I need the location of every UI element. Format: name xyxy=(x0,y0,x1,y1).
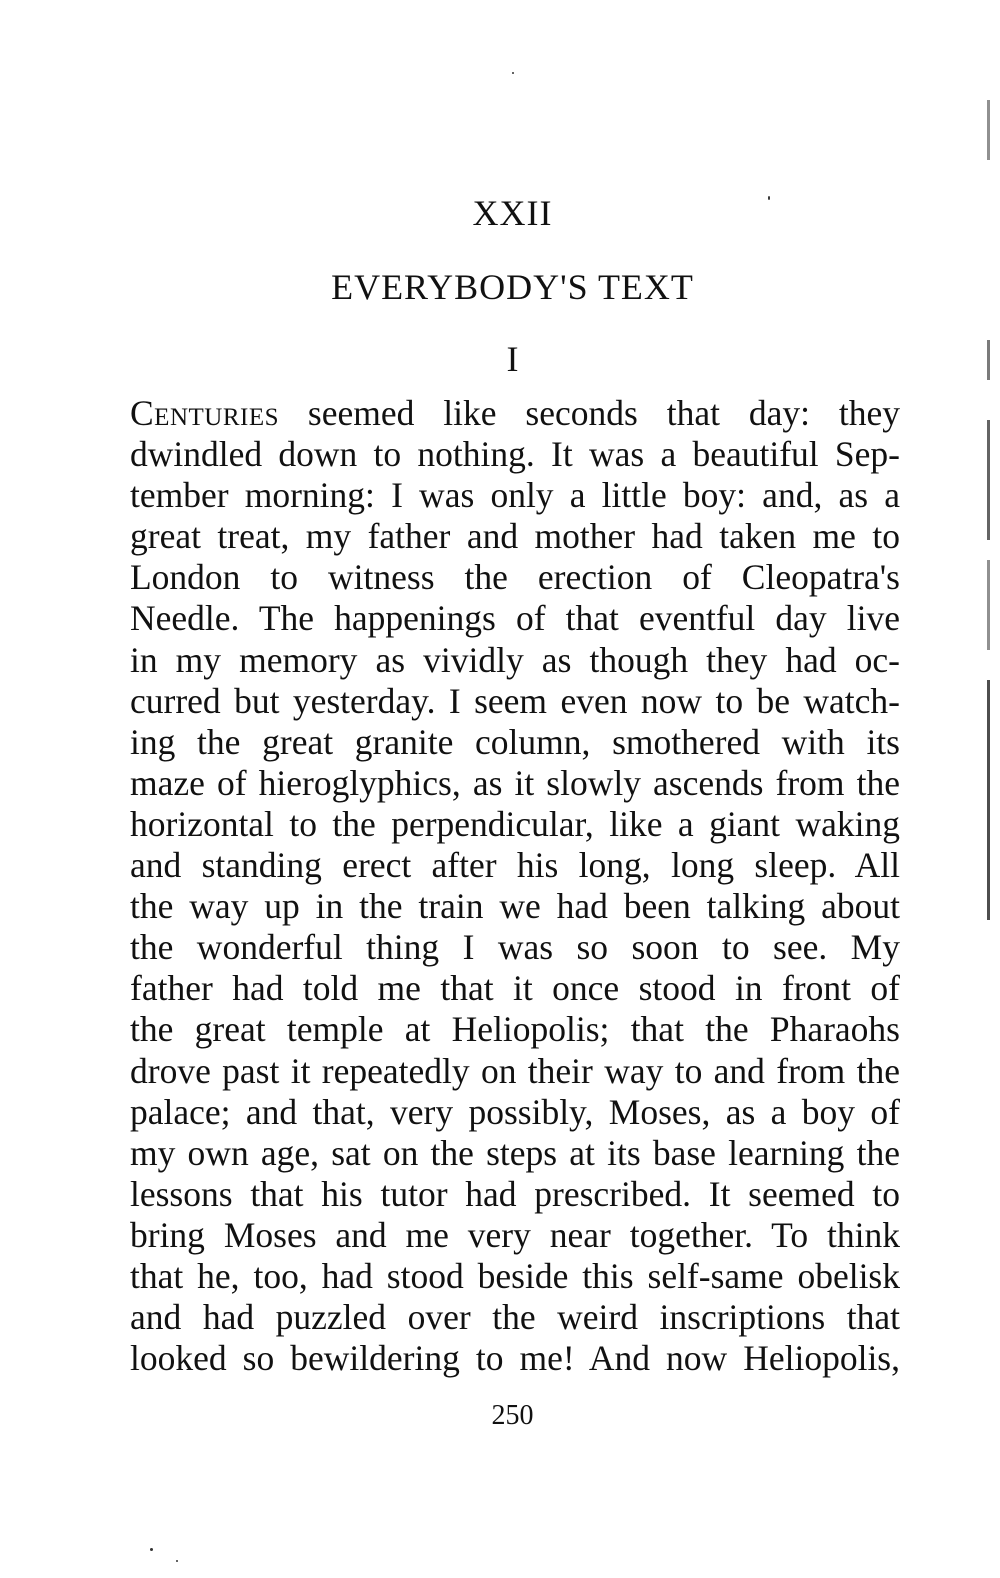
text-line: that he, too, had stood beside this self-same obelisk xyxy=(130,1255,900,1296)
text-line: the way up in the train we had been talking about xyxy=(130,886,900,927)
scan-edge-artifact xyxy=(980,80,994,960)
scan-speck xyxy=(768,196,770,200)
text-line: horizontal to the perpendicular, like a giant waking xyxy=(130,803,900,844)
text-line: curred but yesterday. I seem even now to be watch- xyxy=(130,680,900,721)
text-line: the great temple at Heliopolis; that the Pharaohs xyxy=(130,1009,900,1050)
scan-speck xyxy=(150,1548,153,1551)
text-line: ing the great granite column, smothered with its xyxy=(130,721,900,762)
text-line: bring Moses and me very near together. To think xyxy=(130,1214,900,1255)
text-line: dwindled down to nothing. It was a beautiful Sep- xyxy=(130,434,900,475)
scan-speck xyxy=(176,1560,178,1562)
chapter-title: EVERYBODY'S TEXT xyxy=(331,267,694,307)
text-line: looked so bewildering to me! And now Heliopolis, xyxy=(130,1338,900,1379)
text-line: Needle. The happenings of that eventful day live xyxy=(130,598,900,639)
opening-word: Centuries xyxy=(130,393,280,433)
text-line: great treat, my father and mother had taken me to xyxy=(130,516,900,557)
text-line: palace; and that, very possibly, Moses, as a boy of xyxy=(130,1091,900,1132)
scan-speck xyxy=(512,72,514,74)
text-line: drove past it repeatedly on their way to and from the xyxy=(130,1050,900,1091)
body-text xyxy=(130,393,900,1379)
text-line: father had told me that it once stood in front of xyxy=(130,968,900,1009)
text-line: and had puzzled over the weird inscriptions that xyxy=(130,1297,900,1338)
text-line: my own age, sat on the steps at its base learning the xyxy=(130,1132,900,1173)
text-line: and standing erect after his long, long sleep. All xyxy=(130,845,900,886)
text-line: lessons that his tutor had prescribed. It seemed to xyxy=(130,1173,900,1214)
text-line xyxy=(130,393,900,434)
text-line: tember morning: I was only a little boy: and, as a xyxy=(130,475,900,516)
text-line: maze of hieroglyphics, as it slowly ascends from the xyxy=(130,762,900,803)
page-number: 250 xyxy=(491,1400,534,1431)
text-line: London to witness the erection of Cleopatra's xyxy=(130,557,900,598)
chapter-number: XXII xyxy=(472,193,553,233)
section-number: I xyxy=(506,339,519,379)
text-line-content: seemed like seconds that day: they xyxy=(279,393,900,433)
text-line: the wonderful thing I was so soon to see. My xyxy=(130,927,900,968)
text-line: in my memory as vividly as though they had oc- xyxy=(130,639,900,680)
